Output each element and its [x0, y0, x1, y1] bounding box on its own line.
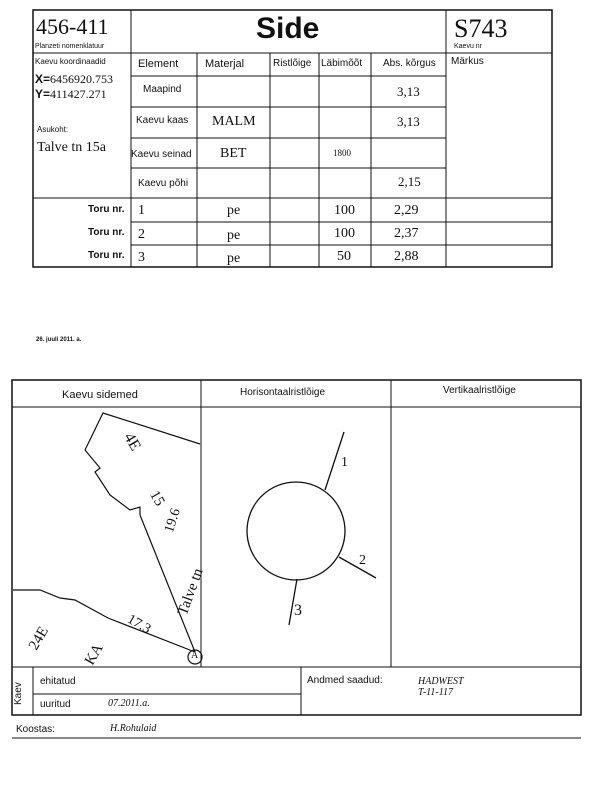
- sketch-dim-17-3: 17.3: [124, 612, 154, 638]
- pipe-3-material: pe: [227, 251, 241, 266]
- sketch-dim-19-6: 19.6: [162, 506, 184, 535]
- pipe-3-height: 2,88: [394, 249, 419, 264]
- row-walls-diameter: 1800: [333, 148, 351, 158]
- sketch-street: Talve tn: [175, 566, 207, 618]
- row-lid-material: MALM: [212, 114, 256, 129]
- panel-vertical-title: Vertikaalristlõige: [443, 385, 516, 396]
- x-label: X=: [35, 72, 51, 86]
- row-ground-height: 3,13: [397, 84, 420, 99]
- panel-connections-title: Kaevu sidemed: [62, 389, 138, 401]
- pipe-2-nr: 2: [138, 227, 145, 242]
- row-ground-element: Maapind: [143, 84, 182, 95]
- date-line: 26. juuli 2011. a.: [36, 337, 82, 343]
- col-diameter: Läbimõõt: [321, 58, 363, 69]
- col-cross-section: Ristlõige: [273, 58, 312, 69]
- panel-horizontal-title: Horisontaalristlõige: [240, 387, 326, 398]
- y-coordinate: [35, 87, 107, 102]
- pipe-label-3: Toru nr.: [88, 250, 125, 261]
- pipe-label-sketch-1: 1: [341, 455, 348, 470]
- coords-label: Kaevu koordinaadid: [35, 57, 106, 66]
- row-walls-material: BET: [220, 146, 247, 161]
- row-walls-element: Kaevu seinad: [131, 149, 192, 160]
- page-title: Side: [256, 12, 320, 45]
- col-abs-height: Abs. kõrgus: [383, 58, 436, 69]
- composer-label: Koostas:: [16, 724, 55, 735]
- sketch-well-marker: A: [191, 650, 199, 661]
- well-side-label: Kaev: [13, 682, 24, 705]
- x-coordinate: [35, 72, 113, 87]
- pipe-1-material: pe: [227, 203, 241, 218]
- pipe-1-diameter: 100: [334, 203, 355, 218]
- pipe-2-material: pe: [227, 228, 241, 243]
- pipe-label-sketch-3: 3: [294, 602, 302, 619]
- pipe-3-nr: 3: [138, 250, 145, 265]
- col-element: Element: [138, 58, 179, 70]
- horizontal-section: [247, 432, 376, 625]
- y-label: Y=: [35, 87, 51, 101]
- row-lid-height: 3,13: [397, 114, 420, 129]
- pipe-3-diameter: 50: [337, 249, 351, 264]
- data-source-value-2: T-11-117: [418, 687, 453, 698]
- well-id: S743: [454, 14, 508, 43]
- address-label: Asukoht:: [37, 125, 69, 134]
- col-notes: Märkus: [451, 56, 484, 67]
- address-value: Talve tn 15a: [37, 140, 106, 155]
- row-bottom-element: Kaevu põhi: [138, 178, 189, 189]
- composer-value: H.Rohulaid: [110, 723, 157, 734]
- sketch-ka: KA: [82, 641, 107, 668]
- surveyed-label: uuritud: [40, 699, 71, 710]
- col-material: Materjal: [205, 58, 245, 70]
- data-source-label: Andmed saadud:: [307, 675, 383, 686]
- surveyed-value: 07.2011.a.: [108, 698, 150, 709]
- sketch-house-top: 4E: [120, 430, 144, 454]
- sketch-house-bottom: 24E: [26, 624, 52, 653]
- well-id-label: Kaevu nr: [454, 43, 483, 50]
- pipe-label-2: Toru nr.: [88, 227, 125, 238]
- pipe-2-height: 2,37: [394, 226, 419, 241]
- row-lid-element: Kaevu kaas: [136, 115, 189, 126]
- pipe-2-diameter: 100: [334, 226, 355, 241]
- x-value: 6456920.753: [50, 72, 114, 86]
- pipe-1-nr: 1: [138, 203, 145, 218]
- pipe-label-1: Toru nr.: [88, 204, 125, 215]
- sketch-dim-15: 15: [146, 488, 168, 509]
- pipe-1-height: 2,29: [394, 203, 419, 218]
- pipe-label-sketch-2: 2: [359, 553, 366, 568]
- row-bottom-height: 2,15: [398, 174, 421, 189]
- data-source-value-1: HADWEST: [418, 676, 464, 687]
- plan-number: 456-411: [36, 14, 109, 39]
- plan-number-label: Planzeti nomenklatuur: [35, 43, 105, 50]
- y-value: 411427.271: [50, 87, 107, 101]
- built-label: ehitatud: [40, 676, 76, 687]
